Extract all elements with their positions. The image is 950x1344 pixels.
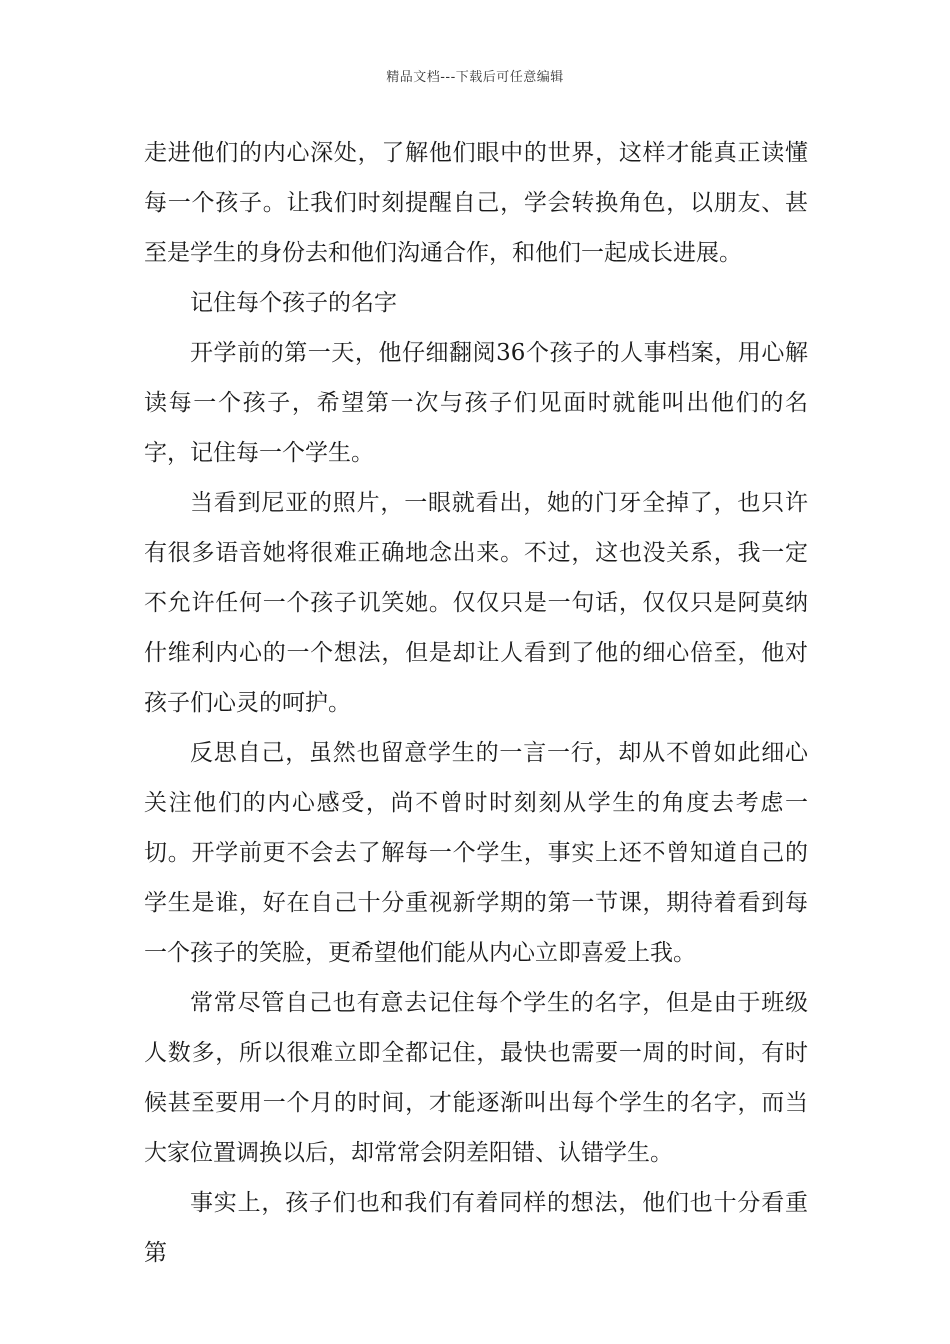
section-heading: 记住每个孩子的名字 <box>190 290 397 316</box>
paragraph: 走进他们的内心深处，了解他们眼中的世界，这样才能真正读懂每一个孩子。让我们时刻提醒自己，学会转换角色，以朋友、甚至是学生的身份去和他们沟通合作，和他们一起成长进展。 <box>144 140 808 266</box>
document-body <box>144 128 808 1278</box>
page-header: 精品文档---下载后可任意编辑 <box>386 70 564 85</box>
paragraph: 开学前的第一天，他仔细翻阅36个孩子的人事档案，用心解读每一个孩子，希望第一次与孩子们见面时就能叫出他们的名字，记住每一个学生。 <box>144 340 808 466</box>
paragraph: 事实上，孩子们也和我们有着同样的想法，他们也十分看重第 <box>144 1190 808 1266</box>
paragraph: 当看到尼亚的照片，一眼就看出，她的门牙全掉了，也只许有很多语音她将很难正确地念出来。不过，这也没关系，我一定不允许任何一个孩子讥笑她。仅仅只是一句话，仅仅只是阿莫纳什维利内心的一个想法，但是却让人看到了他的细心倍至，他对孩子们心灵的呵护。 <box>144 490 808 716</box>
paragraph: 反思自己，虽然也留意学生的一言一行，却从不曾如此细心关注他们的内心感受，尚不曾时时刻刻从学生的角度去考虑一切。开学前更不会去了解每一个学生，事实上还不曾知道自己的学生是谁，好在自己十分重视新学期的第一节课，期待着看到每一个孩子的笑脸，更希望他们能从内心立即喜爱上我。 <box>144 740 808 966</box>
paragraph: 常常尽管自己也有意去记住每个学生的名字，但是由于班级人数多，所以很难立即全都记住，最快也需要一周的时间，有时候甚至要用一个月的时间，才能逐渐叫出每个学生的名字，而当大家位置调换以后，却常常会阴差阳错、认错学生。 <box>144 990 808 1166</box>
